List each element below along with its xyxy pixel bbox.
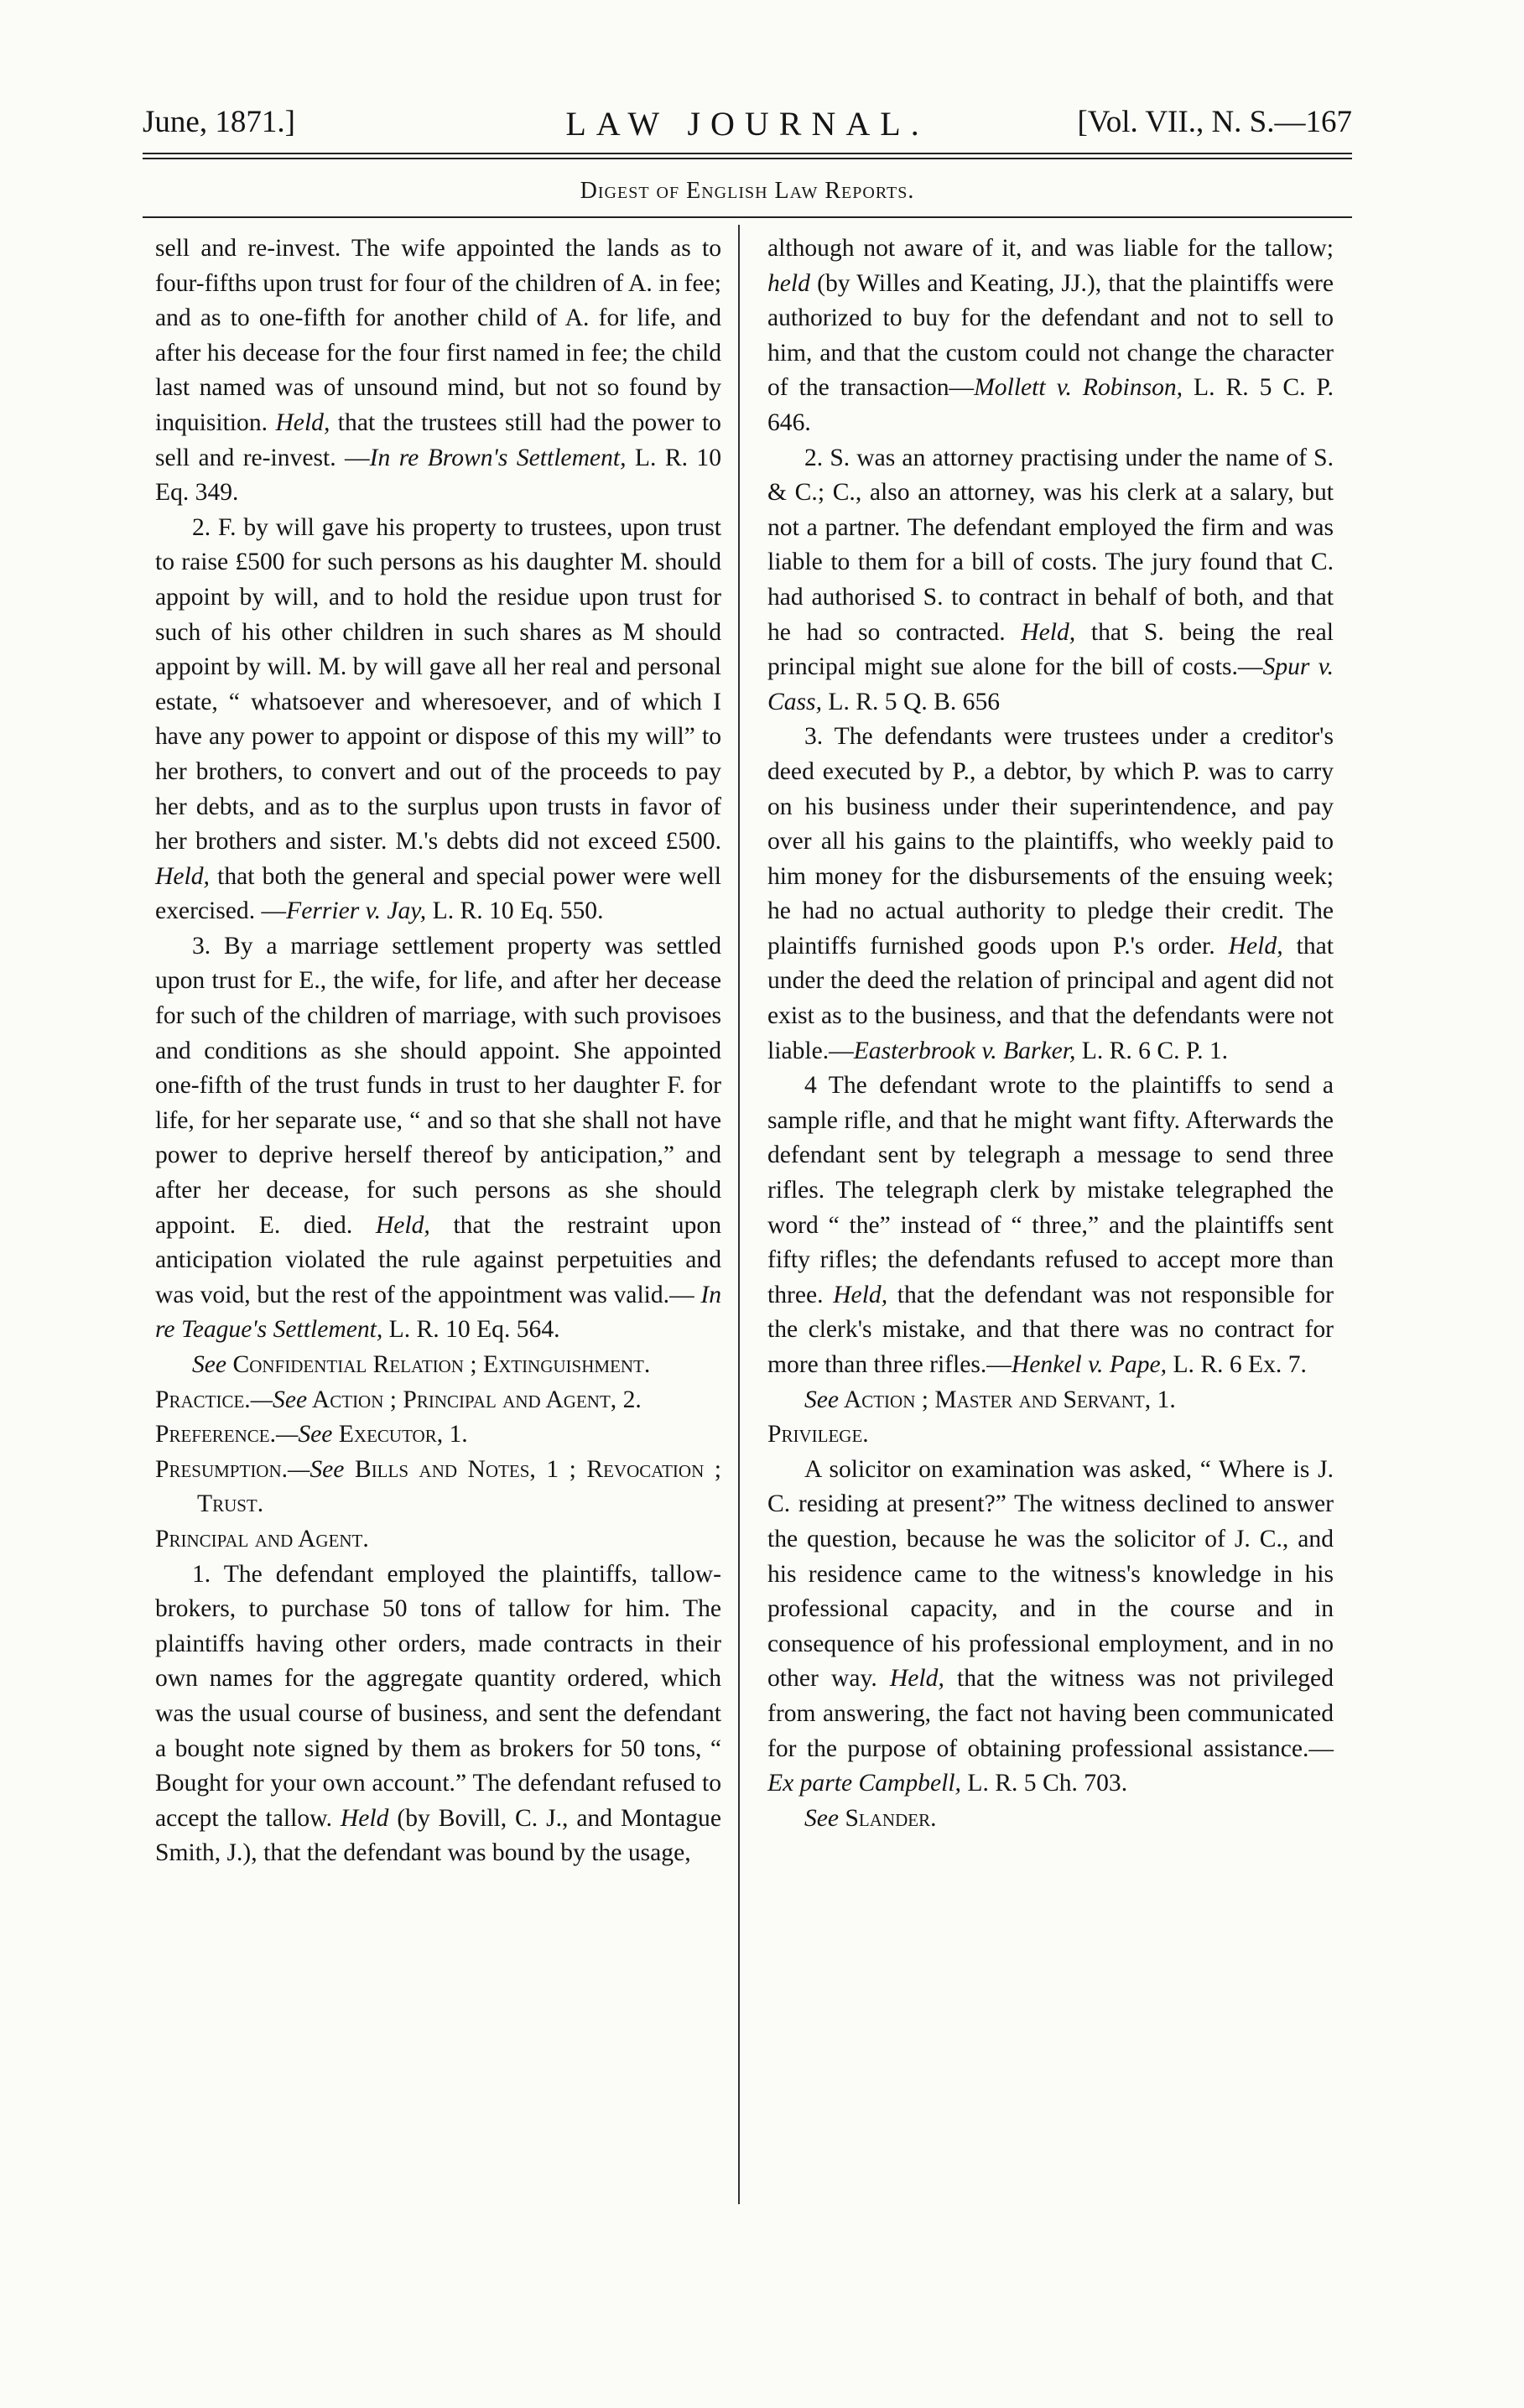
- right-column: [767, 231, 1334, 1836]
- paragraph: A solicitor on examination was asked, “ Where is J. C. residing at present?” The witness declined to answer the question, because he was the solicitor of J. C., and his residence came to the witness's knowledge in his professional capacity, and in the course and in consequence of his professional employment, and in no other way. Held, that the witness was not privileged from answering, the fact not having been communicated for the purpose of obtaining professional assistance.—Ex parte Campbell, L. R. 5 Ch. 703.: [767, 1455, 1334, 1797]
- case-name: Henkel v. Pape,: [1011, 1351, 1168, 1378]
- journal-title: LAW JOURNAL.: [565, 105, 929, 143]
- case-name: Ex parte Campbell,: [767, 1770, 961, 1797]
- index-entry-presumption: Presumption.—See Bills and Notes, 1 ; Revocation ; Trust.: [155, 1455, 721, 1518]
- citation: L. R. 5 C. P. 646.: [767, 374, 1334, 436]
- citation: L. R. 5 Q. B. 656: [821, 688, 1001, 715]
- see-reference: See Confidential Relation ; Extinguishment.: [192, 1351, 651, 1378]
- paragraph: 3. The defendants were trustees under a creditor's deed executed by P., a debtor, by which P. was to carry on his business under their superintendence, and pay over all his gains to the plaintiffs, who weekly paid to him money for the disbursements of the ensuing week; he had no actual authority to pledge their credit. The plaintiffs furnished goods upon P.'s order. Held, that under the deed the relation of principal and agent did not exist as to the business, and that the defendants were not liable.—Easterbrook v. Barker, L. R. 6 C. P. 1.: [767, 723, 1334, 1064]
- index-entry-practice: Practice.—See Action ; Principal and Agent, 2.: [155, 1386, 642, 1413]
- issue-date: June, 1871.]: [143, 105, 295, 139]
- header-rule-double: [143, 158, 1352, 159]
- section-title: Digest of English Law Reports.: [580, 178, 915, 204]
- header-rule: [143, 153, 1352, 154]
- case-name: In re Teague's Settlement,: [155, 1281, 721, 1344]
- case-name: Mollett v. Robinson,: [974, 374, 1183, 402]
- citation: L. R. 10 Eq. 349.: [155, 444, 722, 507]
- heading-principal-and-agent: Principal and Agent.: [155, 1525, 369, 1552]
- running-header: [143, 104, 1352, 154]
- paragraph: 4 The defendant wrote to the plaintiffs to send a sample rifle, and that he might want fifty. Afterwards the defendant sent by telegraph a message to send three rifles. The telegraph clerk by mistake telegraphed the word “ the” instead of “ three,” and the plaintiffs sent fifty rifles; the defendants refused to accept more than three. Held, that the defendant was not responsible for the clerk's mistake, and that there was no contract for more than three rifles.—Henkel v. Pape, L. R. 6 Ex. 7.: [767, 1072, 1334, 1378]
- column-divider: [738, 225, 740, 2204]
- paragraph: sell and re-invest. The wife appointed the lands as to four-fifths upon trust for four of the children of A. in fee; and as to one-fifth for another child of A. for life, and after his decease for the four first named in fee; the child last named was of unsound mind, but not so found by inquisition. Held, that the trustees still had the power to sell and re-invest. —In re Brown's Settlement, L. R. 10 Eq. 349.: [155, 235, 722, 507]
- paragraph: 3. By a marriage settlement property was settled upon trust for E., the wife, for life, and after her decease for such of the children of marriage, with such provisoes and conditions as she should appoint. She appointed one-fifth of the trust funds in trust to her daughter F. for life, for her separate use, “ and so that she shall not have power to deprive herself thereof by anticipation,” and after her decease, for such persons as she should appoint. E. died. Held, that the restraint upon anticipation violated the rule against perpetuities and was void, but the rest of the appointment was valid.— In re Teague's Settlement, L. R. 10 Eq. 564.: [155, 932, 721, 1344]
- index-entry-preference: Preference.—See Executor, 1.: [155, 1421, 468, 1448]
- case-name: Easterbrook v. Barker,: [853, 1037, 1076, 1064]
- paragraph: 1. The defendant employed the plaintiffs, tallow-brokers, to purchase 50 tons of tallow for him. The plaintiffs having other orders, made contracts in their own names for the aggregate quantity ordered, which was the usual course of business, and sent the defendant a bought note signed by them as brokers for 50 tons, “ Bought for your own account.” The defendant refused to accept the tallow. Held (by Bovill, C. J., and Montague Smith, J.), that the defendant was bound by the usage,: [155, 1560, 721, 1867]
- citation: L. R. 10 Eq. 564.: [382, 1316, 560, 1344]
- see-reference: See Slander.: [804, 1804, 937, 1832]
- citation: L. R. 6 Ex. 7.: [1167, 1351, 1307, 1378]
- left-column: [155, 231, 721, 1871]
- section-rule: [143, 216, 1352, 218]
- paragraph: although not aware of it, and was liable for the tallow; held (by Willes and Keating, JJ.), that the plaintiffs were authorized to buy for the defendant and not to sell to him, and that the custom could not change the character of the transaction—Mollett v. Robinson, L. R. 5 C. P. 646.: [767, 235, 1334, 436]
- paragraph: 2. F. by will gave his property to trustees, upon trust to raise £500 for such persons as his daughter M. should appoint by will, and to hold the residue upon trust for such of his other children in such shares as M should appoint by will. M. by will gave all her real and personal estate, “ whatsoever and wheresoever, and of which I have any power to appoint or dispose of this my will” to her brothers, to convert and out of the proceeds to pay her debts, and as to the surplus upon trusts in favor of her brothers and sister. M.'s debts did not exceed £500. Held, that both the general and special power were well exercised. —Ferrier v. Jay, L. R. 10 Eq. 550.: [155, 513, 721, 925]
- see-reference: See Action ; Master and Servant, 1.: [804, 1386, 1176, 1413]
- case-name: In re Brown's Settlement,: [369, 444, 627, 471]
- case-name: Spur v. Cass,: [767, 653, 1334, 715]
- heading-privilege: Privilege.: [767, 1421, 869, 1448]
- paragraph: 2. S. was an attorney practising under the name of S. & C.; C., also an attorney, was his clerk at a salary, but not a partner. The defendant employed the firm and was liable to them for a bill of costs. The jury found that C. had authorised S. to contract in behalf of both, and that he had so contracted. Held, that S. being the real principal might sue alone for the bill of costs.—Spur v. Cass, L. R. 5 Q. B. 656: [767, 444, 1334, 715]
- citation: L. R. 5 Ch. 703.: [960, 1770, 1128, 1797]
- citation: L. R. 10 Eq. 550.: [426, 897, 604, 925]
- case-name: Ferrier v. Jay,: [286, 897, 427, 925]
- citation: L. R. 6 C. P. 1.: [1075, 1037, 1229, 1064]
- volume-page: [Vol. VII., N. S.—167: [1077, 105, 1352, 139]
